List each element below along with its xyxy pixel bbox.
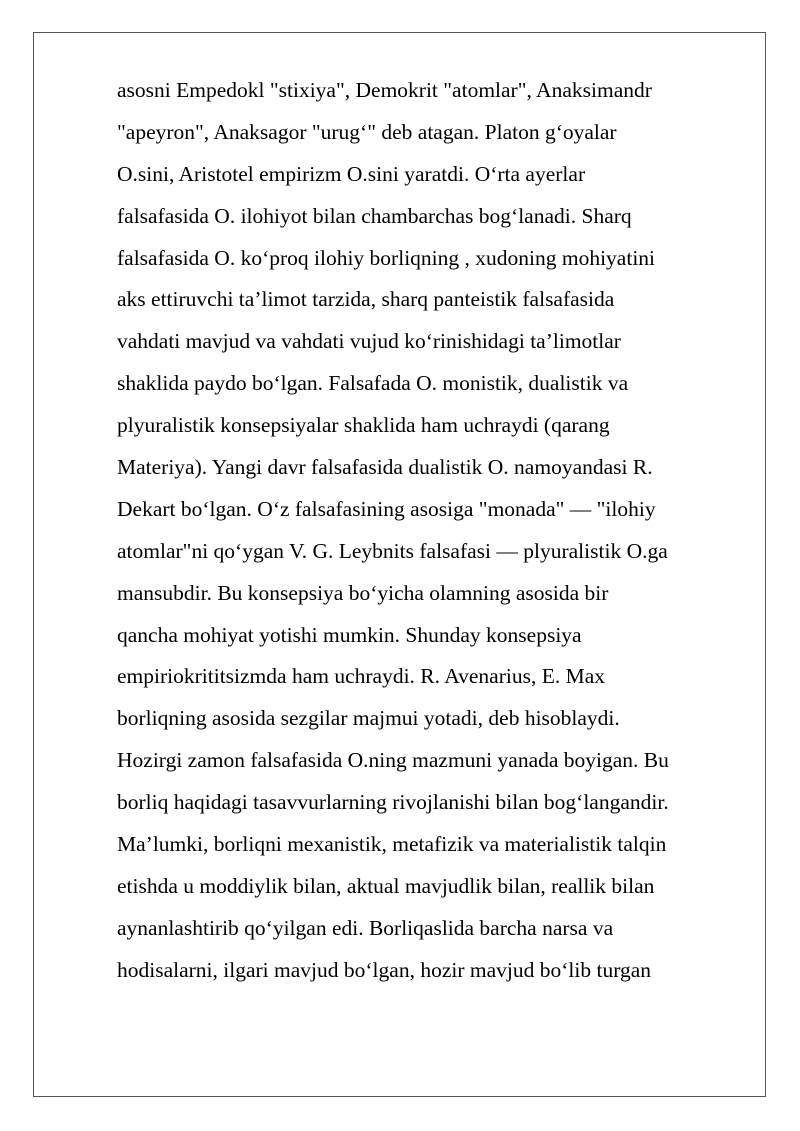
- text-line: shaklida paydo bo‘lgan. Falsafada O. monistik, dualistik va: [117, 371, 629, 396]
- text-line: borliqning asosida sezgilar majmui yotadi, deb hisoblaydi.: [117, 706, 620, 731]
- text-line: plyuralistik konsepsiyalar shaklida ham uchraydi (qarang: [117, 413, 610, 438]
- text-line: falsafasida O. ilohiyot bilan chambarchas bog‘lanadi. Sharq: [117, 203, 632, 228]
- text-line: Dekart bo‘lgan. O‘z falsafasining asosiga "monada" — "ilohiy: [117, 496, 656, 521]
- text-line: empiriokrititsizmda ham uchraydi. R. Avenarius, E. Max: [117, 664, 606, 689]
- text-line: "apeyron", Anaksagor "urug‘" deb atagan. Platon g‘oyalar: [117, 119, 617, 144]
- text-line: qancha mohiyat yotishi mumkin. Shunday konsepsiya: [117, 622, 582, 647]
- text-line: etishda u moddiylik bilan, aktual mavjudlik bilan, reallik bilan: [117, 873, 655, 898]
- text-line: borliq haqidagi tasavvurlarning rivojlanishi bilan bog‘langandir.: [117, 790, 669, 815]
- text-line: aynanlashtirib qo‘yilgan edi. Borliqaslida barcha narsa va: [117, 915, 614, 940]
- text-line: Materiya). Yangi davr falsafasida dualistik O. namoyandasi R.: [117, 455, 653, 480]
- text-line: atomlar"ni qo‘ygan V. G. Leybnits falsafasi — plyuralistik O.ga: [117, 538, 668, 563]
- text-line: asosni Empedokl "stixiya", Demokrit "atomlar", Anaksimandr: [117, 78, 652, 102]
- text-line: O.sini, Aristotel empirizm O.sini yaratdi. O‘rta ayerlar: [117, 161, 586, 186]
- text-line: vahdati mavjud va vahdati vujud ko‘rinishidagi ta’limotlar: [117, 329, 621, 354]
- text-line: aks ettiruvchi ta’limot tarzida, sharq panteistik falsafasida: [117, 287, 615, 312]
- text-line: falsafasida O. ko‘proq ilohiy borliqning , xudoning mohiyatini: [117, 245, 656, 270]
- text-line: mansubdir. Bu konsepsiya bo‘yicha olamning asosida bir: [117, 580, 609, 605]
- document-body: [117, 70, 757, 992]
- text-line: Ma’lumki, borliqni mexanistik, metafizik va materialistik talqin: [117, 832, 667, 857]
- text-line: Hozirgi zamon falsafasida O.ning mazmuni yanada boyigan. Bu: [117, 748, 669, 773]
- text-line: hodisalarni, ilgari mavjud bo‘lgan, hozir mavjud bo‘lib turgan: [117, 957, 652, 982]
